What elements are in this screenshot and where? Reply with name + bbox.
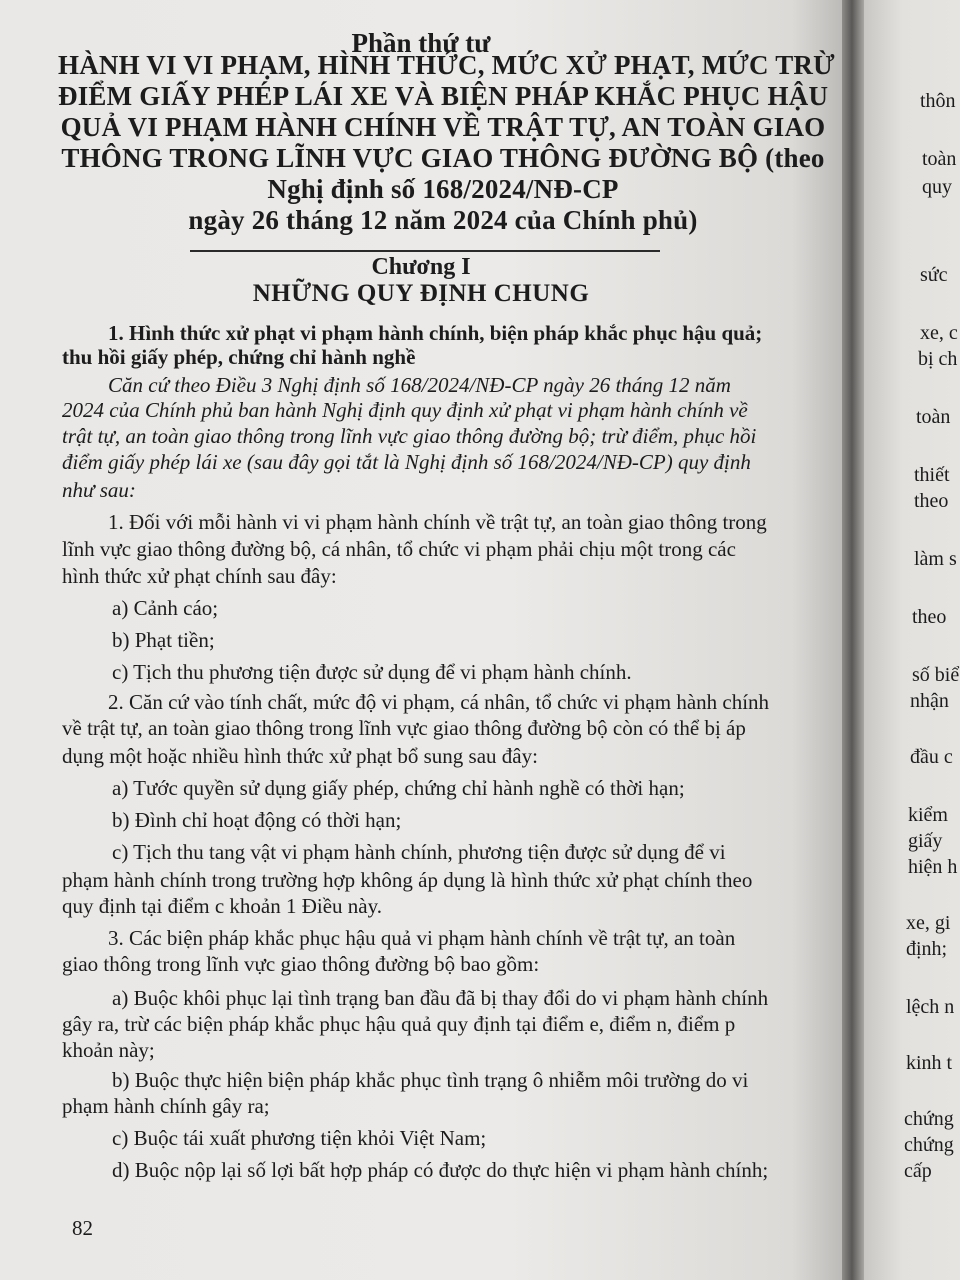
- list-item: a) Tước quyền sử dụng giấy phép, chứng chỉ hành nghề có thời hạn;: [112, 776, 685, 800]
- paragraph-line: hình thức xử phạt chính sau đây:: [62, 564, 337, 588]
- heading-line: Nghị định số 168/2024/NĐ-CP: [267, 174, 619, 204]
- heading-line: ĐIỂM GIẤY PHÉP LÁI XE VÀ BIỆN PHÁP KHẮC PHỤC HẬU: [58, 81, 829, 111]
- right-page-fragment: toàn: [922, 148, 957, 170]
- right-page-fragment: chứng: [904, 1108, 954, 1130]
- section-heading: thu hồi giấy phép, chứng chỉ hành nghề: [62, 345, 416, 369]
- right-page-fragment: giấy: [908, 830, 943, 852]
- right-page-fragment: kinh t: [906, 1052, 953, 1074]
- chapter-title: NHỮNG QUY ĐỊNH CHUNG: [252, 280, 590, 307]
- italic-paragraph-line: điểm giấy phép lái xe (sau đây gọi tắt là Nghị định số 168/2024/NĐ-CP) quy định: [62, 450, 751, 474]
- part-label: Phần thứ tư: [351, 28, 491, 58]
- paragraph-line: phạm hành chính gây ra;: [62, 1094, 270, 1118]
- list-item: b) Đình chỉ hoạt động có thời hạn;: [112, 808, 402, 832]
- list-item: b) Buộc thực hiện biện pháp khắc phục tình trạng ô nhiễm môi trường do vi: [112, 1068, 749, 1092]
- right-page-fragment: bị ch: [918, 348, 958, 370]
- right-page-fragment: định;: [906, 938, 948, 960]
- heading-line: THÔNG TRONG LĨNH VỰC GIAO THÔNG ĐƯỜNG BỘ (theo: [61, 143, 825, 173]
- main-heading: [58, 50, 835, 236]
- list-item: b) Phạt tiền;: [112, 628, 215, 652]
- right-page-fragment: kiểm: [908, 804, 948, 826]
- right-page-fragment: hiện h: [908, 856, 958, 878]
- italic-paragraph-line: trật tự, an toàn giao thông trong lĩnh vực giao thông đường bộ; trừ điểm, phục hồi: [62, 424, 757, 448]
- right-page-fragment: thôn: [920, 90, 956, 112]
- list-item: d) Buộc nộp lại số lợi bất hợp pháp có được do thực hiện vi phạm hành chính;: [112, 1158, 769, 1182]
- right-page-fragment: sức: [920, 264, 948, 286]
- paragraph-line: phạm hành chính trong trường hợp không áp dụng là hình thức xử phạt chính theo: [62, 868, 753, 892]
- paragraph-line: khoản này;: [62, 1038, 155, 1062]
- right-page-fragment: theo: [914, 490, 949, 512]
- paragraph-line: 2. Căn cứ vào tính chất, mức độ vi phạm, cá nhân, tổ chức vi phạm hành chính: [108, 690, 770, 714]
- paragraph-line: lĩnh vực giao thông đường bộ, cá nhân, tổ chức vi phạm phải chịu một trong các: [62, 537, 736, 561]
- book-spine: [842, 0, 864, 1280]
- page-number: 82: [72, 1216, 93, 1240]
- list-item: c) Tịch thu phương tiện được sử dụng để vi phạm hành chính.: [112, 660, 632, 684]
- paragraph-line: quy định tại điểm c khoản 1 Điều này.: [62, 894, 382, 918]
- right-page-fragment: nhận: [910, 690, 949, 712]
- heading-line: QUẢ VI PHẠM HÀNH CHÍNH VỀ TRẬT TỰ, AN TOÀN GIAO: [60, 112, 826, 142]
- heading-line: HÀNH VI VI PHẠM, HÌNH THỨC, MỨC XỬ PHẠT, MỨC TRỪ: [58, 50, 835, 80]
- right-page-fragment: làm s: [914, 548, 957, 570]
- right-page-fragment: cấp: [904, 1160, 932, 1182]
- paragraph-line: dụng một hoặc nhiều hình thức xử phạt bổ sung sau đây:: [62, 744, 538, 768]
- paragraph-line: gây ra, trừ các biện pháp khắc phục hậu quả quy định tại điểm e, điểm n, điểm p: [62, 1012, 736, 1036]
- right-page-fragment: thiết: [914, 464, 950, 486]
- right-page-fragment: lệch n: [906, 996, 955, 1018]
- list-item: a) Buộc khôi phục lại tình trạng ban đầu đã bị thay đổi do vi phạm hành chính: [112, 986, 769, 1010]
- section-heading: 1. Hình thức xử phạt vi phạm hành chính, biện pháp khắc phục hậu quả;: [108, 321, 763, 345]
- italic-paragraph-line: Căn cứ theo Điều 3 Nghị định số 168/2024/NĐ-CP ngày 26 tháng 12 năm: [108, 373, 731, 397]
- chapter-label: Chương I: [371, 254, 471, 280]
- right-page-fragment: toàn: [916, 406, 951, 428]
- list-item: a) Cảnh cáo;: [112, 596, 219, 620]
- right-page-fragment: xe, gi: [906, 912, 951, 934]
- paragraph-line: về trật tự, an toàn giao thông trong lĩnh vực giao thông đường bộ còn có thể bị áp: [62, 716, 746, 740]
- right-page-edge: [864, 0, 960, 1280]
- italic-paragraph-line: như sau:: [62, 478, 136, 502]
- list-item: c) Tịch thu tang vật vi phạm hành chính, phương tiện được sử dụng để vi: [112, 840, 726, 864]
- right-page-fragment: xe, c: [920, 322, 958, 344]
- right-page-fragment: đầu c: [910, 746, 953, 768]
- italic-paragraph-line: 2024 của Chính phủ ban hành Nghị định quy định xử phạt vi phạm hành chính về: [62, 398, 748, 422]
- list-item: c) Buộc tái xuất phương tiện khỏi Việt Nam;: [112, 1126, 487, 1150]
- paragraph-line: 1. Đối với mỗi hành vi vi phạm hành chính về trật tự, an toàn giao thông trong: [108, 510, 767, 534]
- right-page-fragment: theo: [912, 606, 947, 628]
- heading-line: ngày 26 tháng 12 năm 2024 của Chính phủ): [188, 205, 698, 235]
- right-page-fragment: số biể: [912, 664, 960, 686]
- paragraph-line: 3. Các biện pháp khắc phục hậu quả vi phạm hành chính về trật tự, an toàn: [108, 926, 736, 950]
- right-page-fragment: quy: [922, 176, 952, 198]
- heading-divider: [190, 250, 660, 252]
- right-page-fragment: chứng: [904, 1134, 954, 1156]
- paragraph-line: giao thông trong lĩnh vực giao thông đường bộ bao gồm:: [62, 952, 540, 976]
